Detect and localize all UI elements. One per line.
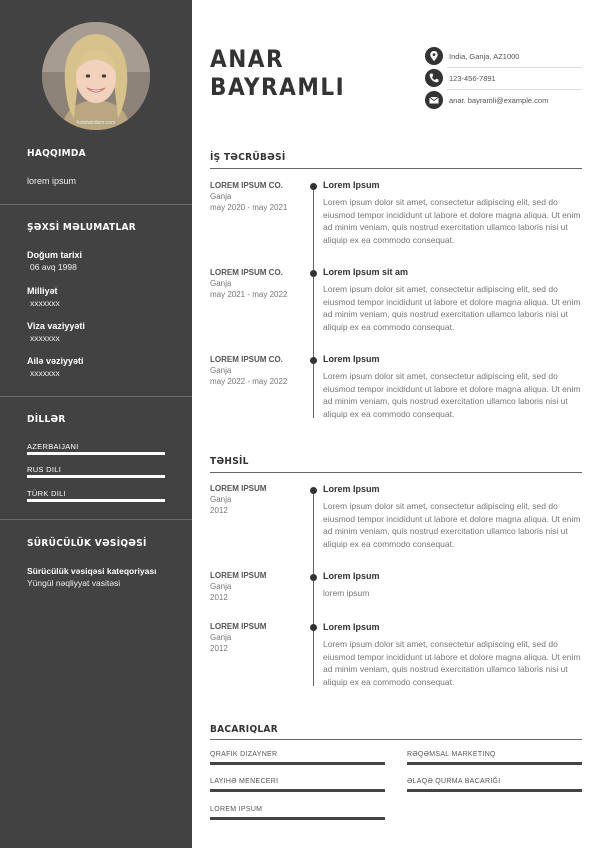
experience-city: Ganja [210, 192, 232, 201]
education-org: LOREM IPSUM [210, 571, 267, 580]
experience-description: Lorem ipsum dolor sit amet, consectetur adipiscing elit, sed do eiusmod tempor incididunt ut labore et dolore magna aliqua. Ut enim ad minim veniam, quis nostrud exercitation ullamco laboris nisi ut aliquip ex ea commodo consequat. [323, 197, 581, 245]
marital-value: xxxxxxx [30, 368, 60, 378]
address-text: India, Ganja, AZ1000 [449, 52, 520, 61]
phone-text: 123-456-7891 [449, 74, 496, 83]
timeline-dot [310, 270, 317, 277]
sidebar-divider [0, 519, 192, 520]
skill-name: LAYIHƏ MENECERI [210, 778, 279, 785]
language-level-bar [27, 499, 165, 502]
photo-credit: hotelwisdom.com [76, 120, 116, 126]
skill-level-bar [407, 789, 582, 792]
education-dates: 2012 [210, 506, 228, 515]
about-text: lorem ipsum [27, 176, 77, 186]
last-name: BAYRAMLI [210, 73, 346, 101]
personal-heading: ŞƏXSİ MƏLUMATLAR [27, 222, 136, 233]
experience-city: Ganja [210, 366, 232, 375]
education-description: lorem ipsum [323, 588, 370, 598]
section-rule [210, 739, 582, 740]
language-name: RUS DILI [27, 465, 62, 474]
experience-heading: İŞ TƏCRÜBƏSİ [210, 152, 286, 163]
driving-value: Yüngül nəqliyyat vasitəsi [27, 578, 121, 588]
education-description: Lorem ipsum dolor sit amet, consectetur adipiscing elit, sed do eiusmod tempor incididunt ut labore et dolore magna aliqua. Ut enim ad minim veniam, quis nostrud exercitation ullamco laboris nisi ut aliquip ex ea commodo consequat. [323, 501, 581, 549]
skill-name: QRAFIK DIZAYNER [210, 751, 278, 758]
driving-heading: SÜRÜCÜLÜK VƏSİQƏSİ [27, 538, 147, 549]
driving-label: Sürücülük vəsiqəsi kateqoriyası [27, 566, 157, 576]
experience-dates: may 2022 - may 2022 [210, 377, 288, 386]
education-heading: TƏHSİL [210, 456, 249, 467]
education-timeline [313, 488, 314, 686]
skill-name: RƏQƏMSAL MARKETINQ [407, 751, 496, 758]
experience-dates: may 2021 - may 2022 [210, 290, 288, 299]
nationality-value: xxxxxxx [30, 298, 60, 308]
sidebar [0, 0, 192, 848]
timeline-dot [310, 183, 317, 190]
experience-role: Lorem Ipsum sit am [323, 267, 409, 277]
contact-separator [447, 67, 582, 68]
profile-photo [42, 22, 150, 130]
timeline-dot [310, 357, 317, 364]
experience-role: Lorem Ipsum [323, 180, 380, 190]
experience-dates: may 2020 - may 2021 [210, 203, 288, 212]
profile-photo-image [42, 22, 150, 130]
experience-city: Ganja [210, 279, 232, 288]
timeline-dot [310, 624, 317, 631]
contact-phone [425, 69, 582, 89]
experience-role: Lorem Ipsum [323, 354, 380, 364]
sidebar-divider [0, 396, 192, 397]
experience-org: LOREM IPSUM CO. [210, 355, 283, 364]
about-heading: HAQQIMDA [27, 148, 86, 159]
language-level-bar [27, 452, 165, 455]
education-dates: 2012 [210, 593, 228, 602]
section-rule [210, 472, 582, 473]
education-role: Lorem Ipsum [323, 622, 380, 632]
visa-value: xxxxxxx [30, 333, 60, 343]
phone-icon [425, 69, 443, 87]
envelope-icon [425, 91, 443, 109]
contact-separator [447, 89, 582, 90]
experience-org: LOREM IPSUM CO. [210, 181, 283, 190]
education-city: Ganja [210, 633, 232, 642]
birthdate-label: Doğum tarixi [27, 250, 83, 260]
languages-heading: DİLLƏR [27, 414, 66, 425]
timeline-dot [310, 574, 317, 581]
education-description: Lorem ipsum dolor sit amet, consectetur adipiscing elit, sed do eiusmod tempor incididunt ut labore et dolore magna aliqua. Ut enim ad minim veniam, quis nostrud exercitation ullamco laboris nisi ut aliquip ex ea commodo consequat. [323, 639, 581, 687]
skill-level-bar [210, 789, 385, 792]
education-org: LOREM IPSUM [210, 622, 267, 631]
marital-label: Ailə vəziyyəti [27, 356, 84, 366]
contact-address [425, 47, 582, 67]
sidebar-divider [0, 204, 192, 205]
education-role: Lorem Ipsum [323, 571, 380, 581]
experience-description: Lorem ipsum dolor sit amet, consectetur adipiscing elit, sed do eiusmod tempor incididunt ut labore et dolore magna aliqua. Ut enim ad minim veniam, quis nostrud exercitation ullamco laboris nisi ut aliquip ex ea commodo consequat. [323, 371, 581, 419]
experience-timeline [313, 184, 314, 418]
education-dates: 2012 [210, 644, 228, 653]
experience-description: Lorem ipsum dolor sit amet, consectetur adipiscing elit, sed do eiusmod tempor incididunt ut labore et dolore magna aliqua. Ut enim ad minim veniam, quis nostrud exercitation ullamco laboris nisi ut aliquip ex ea commodo consequat. [323, 284, 581, 332]
email-text[interactable]: anar. bayramli@example.com [449, 96, 549, 105]
timeline-dot [310, 487, 317, 494]
skill-level-bar [407, 762, 582, 765]
section-rule [210, 168, 582, 169]
birthdate-value: 06 avq 1998 [30, 262, 77, 272]
nationality-label: Milliyət [27, 286, 58, 296]
education-city: Ganja [210, 582, 232, 591]
education-org: LOREM IPSUM [210, 484, 267, 493]
skill-level-bar [210, 817, 385, 820]
experience-org: LOREM IPSUM CO. [210, 268, 283, 277]
skills-heading: BACARIQLAR [210, 724, 278, 735]
education-role: Lorem Ipsum [323, 484, 380, 494]
language-name: AZERBAIJANI [27, 442, 79, 451]
skill-name: LOREM IPSUM [210, 806, 263, 813]
language-level-bar [27, 475, 165, 478]
skill-level-bar [210, 762, 385, 765]
location-pin-icon [425, 47, 443, 65]
education-city: Ganja [210, 495, 232, 504]
contact-email [425, 91, 582, 111]
language-name: TÜRK DILI [27, 489, 66, 498]
skill-name: ƏLAQƏ QURMA BACARIĞI [407, 778, 501, 785]
visa-label: Viza vaziyyəti [27, 321, 85, 331]
first-name: ANAR [210, 45, 285, 73]
